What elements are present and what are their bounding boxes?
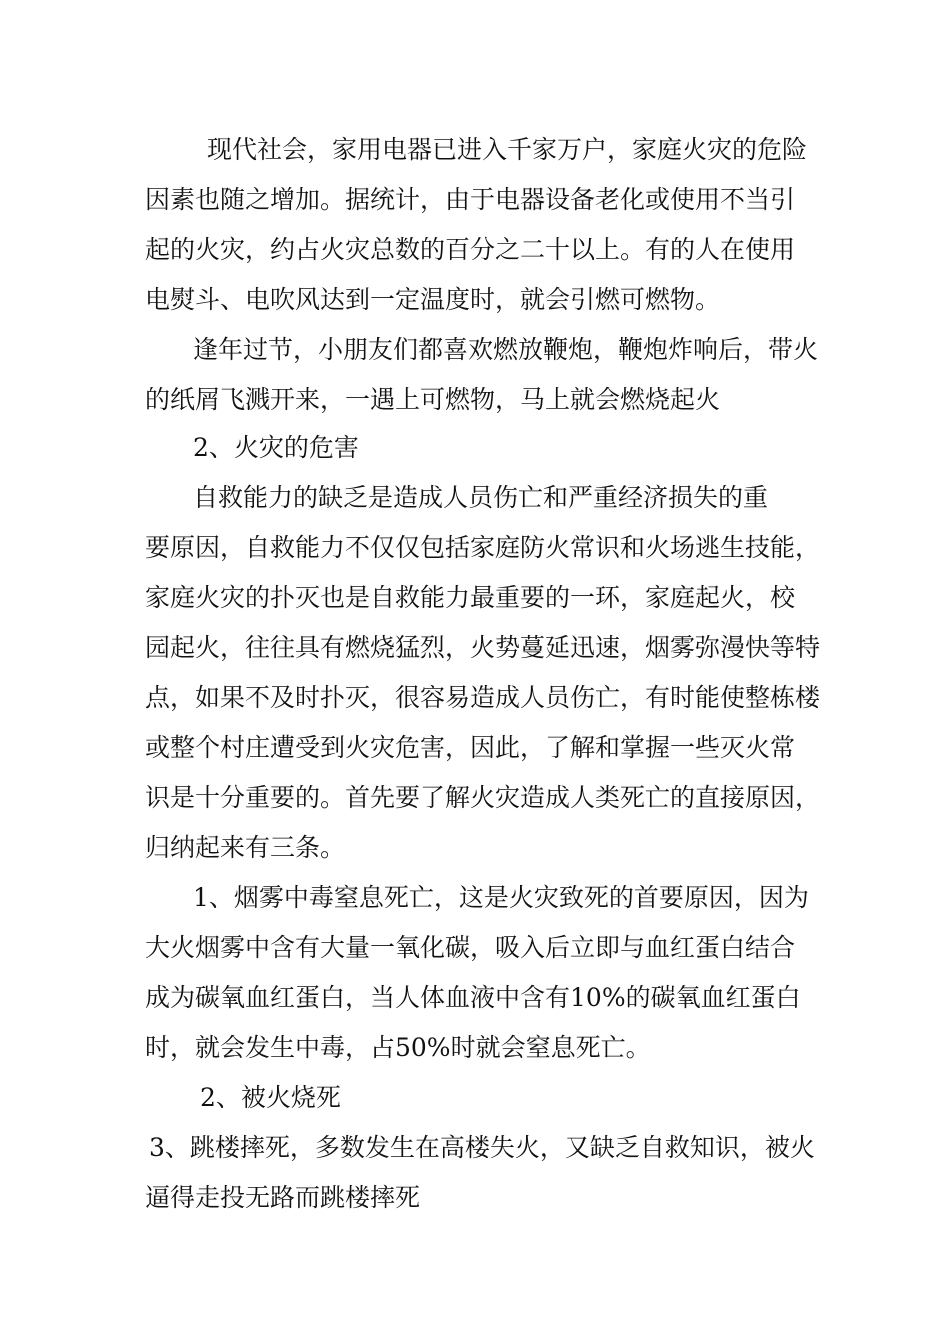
text-line-4: 电熨斗、电吹风达到一定温度时，就会引燃可燃物。 xyxy=(145,285,721,314)
text-line-11: 园起火，往往具有燃烧猛烈，火势蔓延迅速，烟雾弥漫快等特 xyxy=(145,633,821,662)
text-line-12: 点，如果不及时扑灭，很容易造成人员伤亡，有时能使整栋楼 xyxy=(145,683,821,712)
section-heading: 2、火灾的危害 xyxy=(193,433,359,462)
text-line-2: 因素也随之增加。据统计，由于电器设备老化或使用不当引 xyxy=(145,185,796,214)
text-line-22: 逼得走投无路而跳楼摔死 xyxy=(145,1183,421,1212)
list-item-3: 3、跳楼摔死，多数发生在高楼失火，又缺乏自救知识，被火 xyxy=(149,1133,815,1162)
text-line-15: 归纳起来有三条。 xyxy=(145,833,346,862)
list-item-2: 2、被火烧死 xyxy=(200,1083,341,1112)
text-line-10: 家庭火灾的扑灭也是自救能力最重要的一环，家庭起火，校 xyxy=(145,583,796,612)
text-line-5: 逢年过节，小朋友们都喜欢燃放鞭炮，鞭炮炸响后，带火 xyxy=(193,335,819,364)
text-line-17: 大火烟雾中含有大量一氧化碳，吸入后立即与血红蛋白结合 xyxy=(145,933,796,962)
text-line-19: 时，就会发生中毒，占50%时就会窒息死亡。 xyxy=(145,1033,651,1062)
text-line-1: 现代社会，家用电器已进入千家万户，家庭火灾的危险 xyxy=(207,135,808,164)
text-line-6: 的纸屑飞溅开来，一遇上可燃物，马上就会燃烧起火 xyxy=(145,385,721,414)
text-line-18: 成为碳氧血红蛋白，当人体血液中含有10%的碳氧血红蛋白 xyxy=(145,983,801,1012)
text-line-13: 或整个村庄遭受到火灾危害，因此，了解和掌握一些灭火常 xyxy=(145,733,796,762)
text-line-14: 识是十分重要的。首先要了解火灾造成人类死亡的直接原因， xyxy=(145,783,821,812)
text-line-9: 要原因，自救能力不仅仅包括家庭防火常识和火场逃生技能， xyxy=(145,533,821,562)
text-line-3: 起的火灾，约占火灾总数的百分之二十以上。有的人在使用 xyxy=(145,235,796,264)
text-line-16: 1、烟雾中毒窒息死亡，这是火灾致死的首要原因，因为 xyxy=(193,883,809,912)
text-line-8: 自救能力的缺乏是造成人员伤亡和严重经济损失的重 xyxy=(193,483,769,512)
